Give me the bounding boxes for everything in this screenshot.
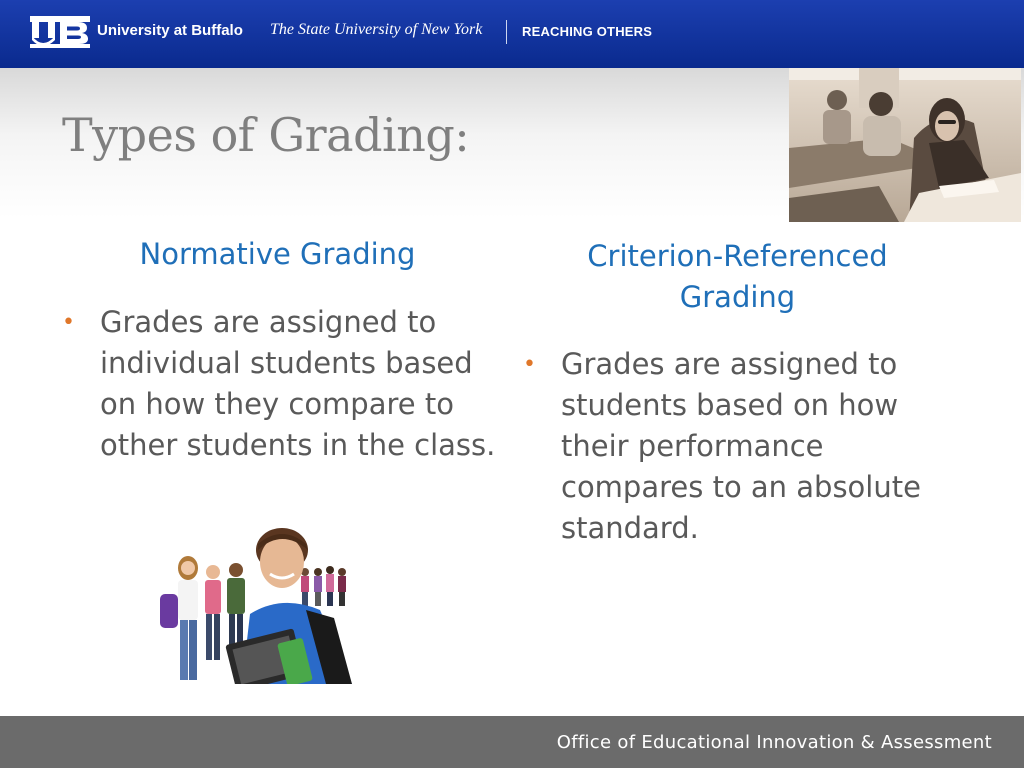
slide-title: Types of Grading:	[62, 108, 470, 162]
office-name: Office of Educational Innovation & Assessment	[556, 732, 992, 753]
university-name: University at Buffalo	[97, 22, 243, 39]
criterion-bullet	[523, 344, 961, 549]
bullet-icon: •	[523, 352, 536, 377]
header-divider	[506, 20, 507, 44]
normative-grading-heading: Normative Grading	[139, 237, 416, 271]
ub-logo-icon	[30, 16, 90, 48]
header-tagline: REACHING OTHERS	[522, 24, 653, 39]
footer-bar	[0, 716, 1024, 768]
normative-bullet-text: Grades are assigned to individual students based on how they compare to other students in the class.	[100, 305, 496, 462]
header-bar	[0, 0, 1024, 68]
bullet-icon: •	[62, 310, 75, 335]
classroom-photo	[789, 68, 1021, 222]
criterion-bullet-text: Grades are assigned to students based on how their performance compares to an absolute standard.	[561, 347, 921, 545]
students-photo	[158, 528, 352, 684]
svg-text:UB: UB	[60, 43, 62, 44]
suny-name: The State University of New York	[270, 21, 483, 38]
criterion-grading-heading: Criterion-Referenced Grading	[587, 239, 888, 314]
normative-bullet	[62, 302, 500, 466]
